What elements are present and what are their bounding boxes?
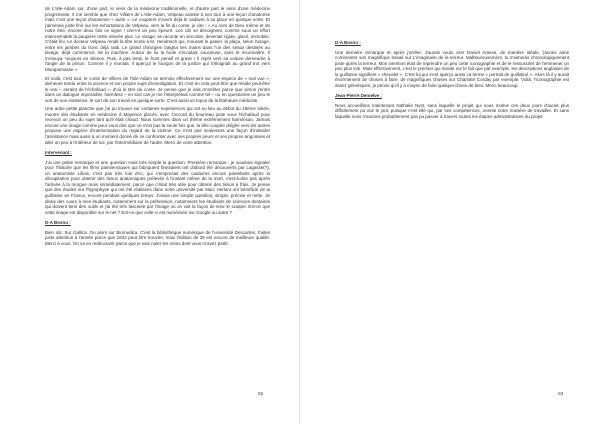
right-page bbox=[300, 0, 600, 424]
paragraph: Bien sûr. Sur Gallica. Ou alors sur Biomedica. C'est la bibliothèque numérique de l'université Descartes. Faites juste attention à l'année parce que 1832 peut être trouvée, mais l'édition de 39 est encore de meilleure qualité. Merci à vous. On va en redécouvrir parce que je vais noter les noms dont vous m'avez parlé. bbox=[45, 229, 270, 246]
paragraph: Nous accueillons maintenant Nathalie Nyst, sans laquelle le projet qui nous motive ces deux jours d'aurait plus difficilement pu voir le jour, puisque c'est elle qui, par ses compétences, oriente notre manière de travailler. Et sans laquelle nous n'aurions probablement pas pu passer à travers toutes les étapes administratives du projet. bbox=[335, 102, 569, 120]
speaker-heading-demelve: Jean-Pierre Demelve : bbox=[335, 93, 382, 99]
speaker-heading-intervenant: Intervenant : bbox=[45, 150, 72, 156]
speaker-heading-dabosnu: D-A Bosnu : bbox=[335, 40, 361, 45]
left-text-column bbox=[45, 6, 270, 249]
speaker-heading-dabosnu: D-A Bosnu : bbox=[45, 220, 71, 226]
paragraph: Une dernière remarque et après j'arrête. J'aurais voulu citer Daniel Arasse, de manière idéale, j'aurais aimé commenter son magnifique travail sur L'imaginaire de la terreur. Malheureusement, tu n'aimeras chronologiquement juste après la terreur. Mon intention était de reprendre un peu cette iconographie et de le ressusciter de l'emmener un peu plus loin. Mais effectivement, c'est le premier qui insiste sur le fait que par exemple, les descriptions anglaises de la guillotine signifient « chevalet ». C'est lui qui s'est aperçu aussi ca terme « portrait de guillotiné ». Alors là il y aurait énormément de choses à faire, de magnifiques choses sur Charlotte Corday par exemple. Voilà. l'iconographie est assez génériques, je pense qu'il y a moyen de faire quelque chose de bien. Merci beaucoup. bbox=[335, 49, 569, 88]
page-number-left: 92 bbox=[258, 392, 264, 397]
right-text-column bbox=[335, 40, 569, 123]
page-number-right: 93 bbox=[558, 392, 564, 397]
paragraph: J'ai une petite remarque et une question mais très simple la question. Première remarque : je voudrais signaler pour l'histoire que les films parisiens/ques qui fabriquent finissaient ont d'abord été découverts par Lagasse(?), un anatomiste Lillois, c'est pas très loin d'ici, qui s'empresait des cadavres encore pantelants après la décapitation pour obtenir des tissus anatomiques prélevés à l'instant même de la mort, c'est-à-dire pas après l'arrivée à la morgue mais immédiatement, parce que c'était très utile pour obtenir des tissus à frais. Je pense que des études sur l'hypophyse qui ont été réalisées dans notre université par Marc Herlant ont bénéficié de la guillotine en France, encore pendant quelques temps. J'avais une simple question, simple, précise et nette. Je dirais des cours à mes étudiants, notamment sur la préhension, notamment les étudiants de sciences dentaires qui doivent tenir des outils et j'ai été très fascinée par l'image où on voit la façon de tenir le scalpel. Est-ce que cette image est disponible sur le net ? Est-ce que celle-ci est numérisée sur Google ou autre ? bbox=[45, 159, 270, 215]
paragraph: Et voilà, c'est tout, le conte de Villiers de l'Isle-Adam se termine effectivement sur une espèce de « mal vue », demeure tendu entre la science et son propre sujet d'investigation. Et c'est en cela peut-être que réside peut-être le vrai – seraint de l'échafaud », d'où le titre du conte. Je pense que je vais m'arrêter parce que simon j'entre dans un dialogue impossible, harmless – en tout cas je me l'interprétais comme tel – ou en questionne un peu le sort de son existence, le sort de son travail en quelque sorte. C'est aussi un topos de la littérature médicale. bbox=[45, 75, 270, 103]
paragraph: de L'Isle-Adam sur, d'une part, le sens de la médecine traditionnelle, et d'autre part le sens d'une médecine progressiste. Il me semble que chez Villiers de L'Isle-Adam, Velpeau assiste à son tour à une leçon d'anatomie mais c'est une leçon d'anatomie « autre ». Le couperet s'ouvre déjà le cadavre à sa place en quelque sorte. Et j'aimerais juste finir sur les exhortations de Velpeau, vers la fin du conte, je cite : « Au nom de Dieu même et de notre être, encore deux fois ce signe ! crie-t-il un peu épeuré. Les cils se décoignent, comme sous un effort intermemable la paupière reste relevée plus. Le visage, se raconte en seconde, devenait rigide, glacé, immobile. C'était fini. Le docteur Velpeau rendit la tête morte à M. Hendreich qui, mourant le panier, la plaça, selon l'usage, entre les jambes du tronc déjà raidi. Le grand chirurgien baigna ses mains dans l'un des seaux destinés au lavage, déjà commencé, de la machine. Autour de lui la foule s'écoulait, soucieuse, sans le reconnaître. Il s'essuya, toujours en silence. Puis, à pas lents, le front pensif et grave ! Il reprit vers sa voiture demeurée à l'angle de la prison. Comme il y montait, il aperçut le fourgon de la justice qui s'éloignait au grand trot vers Montparnasse ». bbox=[45, 6, 270, 73]
paragraph: Une autre petite planche que j'ai pu trouver sur certaines expériences qui ont eu lieu au début du 19ème siècle, montre des étudiants en médecine à Mayence placés, avec l'accord du bourreau juste sous l'échafaud pour recevoir un peu du sujet tant qu'il était chaud. Nous sommes dans un thème extrêmement harmlésan. Jamais encore une image comme pour vous dire que ce n'est pas la seule fois que, la tête coupée dirigée vers les autres propose une espèce d'interiorisation du regard de la victime. Ce n'est pas seulement une façon d'intimider l'assistance mais aussi à un moment donné de se confronter avec ses propres peurs et ses propres angoisses et aller un peu à l'intérieur de soi, par l'intermédiaire de l'autre. Merci de votre attention. bbox=[45, 106, 270, 145]
